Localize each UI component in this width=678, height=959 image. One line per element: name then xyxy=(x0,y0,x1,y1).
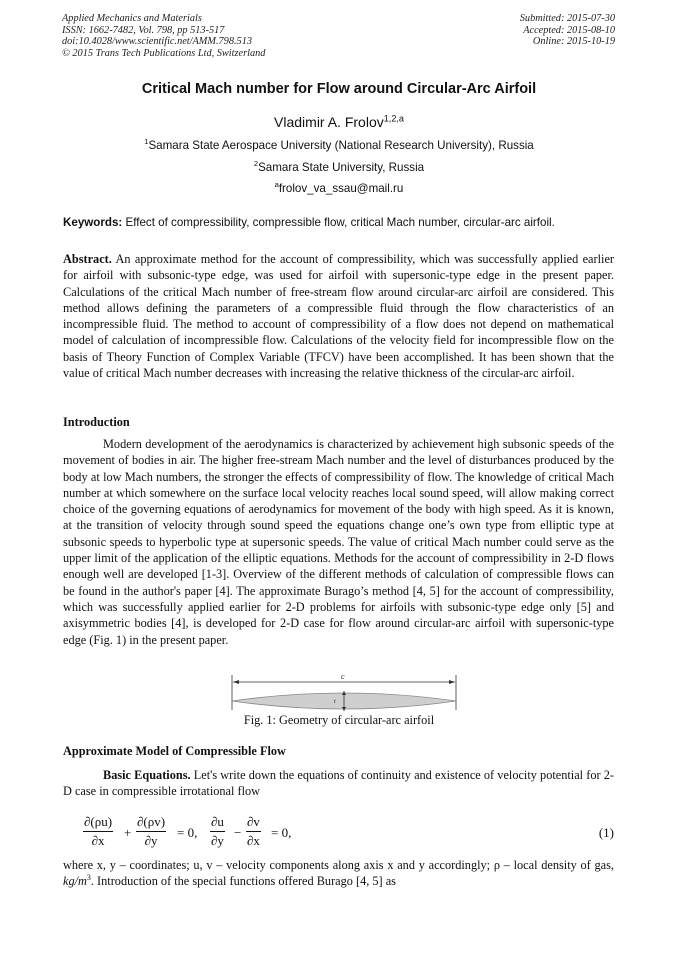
eq-sep2: = 0, xyxy=(271,825,292,840)
affiliation-2-text: Samara State University, Russia xyxy=(258,161,425,174)
eq-fraction-4 xyxy=(246,814,261,849)
abstract-label: Abstract. xyxy=(63,252,112,266)
eq-fraction-1 xyxy=(83,814,113,849)
eq-frac2-den: ∂y xyxy=(144,833,158,848)
density-unit: kg/m xyxy=(63,874,87,889)
submitted-date: Submitted: 2015-07-30 xyxy=(519,13,615,24)
copyright-line: © 2015 Trans Tech Publications Ltd, Switzerland xyxy=(62,47,266,59)
journal-name: Applied Mechanics and Materials xyxy=(62,13,202,24)
eq-frac1-num: ∂(ρu) xyxy=(83,814,113,832)
eq-fraction-2 xyxy=(136,814,166,849)
after-eq-line2-pre: of gas, xyxy=(580,858,614,872)
journal-header-right xyxy=(520,13,615,48)
after-equation-text xyxy=(63,857,614,890)
accepted-date: Accepted: 2015-08-10 xyxy=(523,24,615,36)
eq-minus: − xyxy=(234,825,242,840)
chord-label: c xyxy=(341,672,345,681)
affiliation-1-sup: 1 xyxy=(144,137,149,147)
introduction-text: Modern development of the aerodynamics is characterized by achievement high subsonic speeds of the movement of bodies in air. The higher free-stream Mach number and the level of disturbances produced by the body at low Mach numbers, the stronger the effects of compressibility of flow. The knowledge of critical Mach number at which somewhere on the surface local velocity reaches local sound speed, will allow making correct choice of the governing equations of aerodynamics for movement of the body with high speed. As it is known, at the transition of velocity through sound speed the equations change one’s own type from elliptic type at subsonic speeds to hyperbolic type at supersonic speeds. The value of critical Mach number could serve as the upper limit of the application of the elliptic equations. Methods for the account of compressibility in 2-D flows enough well are developed [1-3]. Overview of the different methods of calculation of compressible flows can be found in the author's paper [4]. The approximate Burago’s method [4, 5] for the account of compressibility, which was successfully applied earlier for 2-D problems for airfoils with subsonic-type edge only [5] and axisymmetric bodies [4], is developed for 2-D case for flow around circular-arc airfoil with supersonic-type edge (Fig. 1) in the present paper. xyxy=(63,437,614,647)
after-eq-line2-post: . Introduction of the special functions offered Burago [4, 5] as xyxy=(90,874,396,889)
section-heading: Approximate Model of Compressible Flow xyxy=(63,744,286,758)
eq-frac3-den: ∂y xyxy=(211,833,224,848)
affiliation-1-text: Samara State Aerospace University (National Research University), Russia xyxy=(148,139,534,152)
affiliation-email xyxy=(0,182,678,195)
keywords-label: Keywords: xyxy=(63,216,123,229)
eq-frac2-num: ∂(ρv) xyxy=(136,814,166,832)
after-eq-line1: where x, y – coordinates; u, v – velocity components along axis x and y accordingly; ρ – local density xyxy=(63,858,577,872)
equation-number: (1) xyxy=(598,825,614,840)
keywords-text: Effect of compressibility, compressible flow, critical Mach number, circular-arc airfoil. xyxy=(122,216,555,229)
basic-equations-text: Let's write down the equations of continuity and existence of velocity potential for 2-D case in compressible irrotational flow xyxy=(63,768,614,799)
basic-equations-label: Basic Equations. xyxy=(103,768,191,782)
airfoil-figure xyxy=(228,672,460,714)
figure-caption: Fig. 1: Geometry of circular-arc airfoil xyxy=(243,713,435,727)
eq-frac4-num: ∂v xyxy=(246,814,261,832)
affiliation-email-text: frolov_va_ssau@mail.ru xyxy=(278,182,404,195)
affiliation-email-sup: a xyxy=(274,180,279,190)
affiliation-2-sup: 2 xyxy=(253,159,259,169)
eq-frac3-num: ∂u xyxy=(210,814,225,832)
doi-line: doi:10.4028/www.scientific.net/AMM.798.513 xyxy=(62,36,252,48)
abstract-text: An approximate method for the account of compressibility, which was successfully applied earlier for airfoil with subsonic-type edge, was used for airfoil with supersonic-type edge in the present paper. Calculations of the critical Mach number of free-stream flow around circular-arc airfoil are considered. This method allows defining the parameters of a compressible fluid through the flow characteristics of an incompressible fluid. The method to account of compressibility of a flow does not depend on mathematical model of calculation of incompressible flow. Calculations of the velocity field for incompressible flow on the basis of Theory Function of Complex Variable (TFCV) have been accomplished. It has been shown that the value of critical Mach number decreases with increasing the relative thickness of the circular-arc airfoil. xyxy=(63,252,614,381)
chord-arrow-right xyxy=(449,680,455,684)
eq-fraction-3 xyxy=(210,814,225,849)
eq-frac4-den: ∂x xyxy=(247,833,260,848)
author-name: Vladimir A. Frolov xyxy=(274,114,384,130)
equation-1 xyxy=(80,812,620,856)
eq-sep1: = 0, xyxy=(177,825,198,840)
density-unit-sup: 3 xyxy=(86,873,91,883)
author-sup: 1,2,a xyxy=(383,113,404,124)
issn-line: ISSN: 1662-7482, Vol. 798, pp 513-517 xyxy=(62,24,225,36)
eq-plus: + xyxy=(124,825,132,840)
abstract xyxy=(63,251,614,381)
keywords xyxy=(63,216,623,229)
journal-header-left xyxy=(62,13,265,59)
chord-arrow-left xyxy=(233,680,239,684)
online-date: Online: 2015-10-19 xyxy=(532,36,615,48)
eq-frac1-den: ∂x xyxy=(91,833,105,848)
author-line xyxy=(0,114,678,130)
basic-equations-paragraph xyxy=(63,767,614,800)
affiliation-1 xyxy=(0,139,678,152)
paper-title: Critical Mach number for Flow around Circular-Arc Airfoil xyxy=(141,81,537,97)
thickness-label: t xyxy=(334,699,336,705)
introduction-heading: Introduction xyxy=(63,415,130,429)
affiliation-2 xyxy=(0,161,678,174)
